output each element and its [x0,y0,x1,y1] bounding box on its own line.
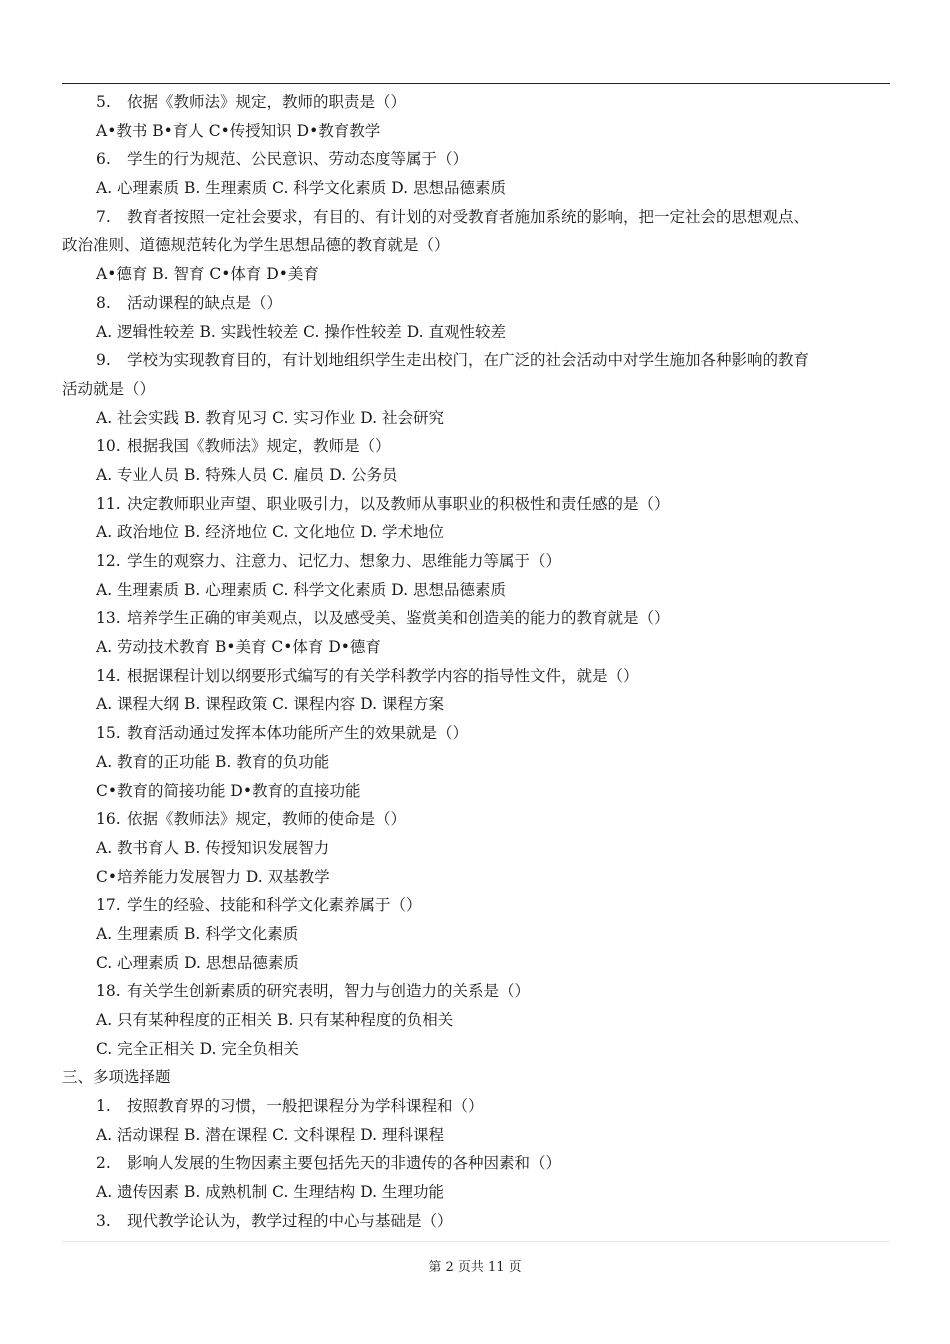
question-text: 学校为实现教育目的，有计划地组织学生走出校门，在广泛的社会活动中对学生施加各种影响的教育 [127,351,810,370]
question-text: 培养学生正确的审美观点，以及感受美、鉴赏美和创造美的能力的教育就是（） [127,609,670,628]
header-rule [62,83,890,84]
answer-options: C•培养能力发展智力 D. 双基教学 [96,867,330,886]
question-text: 决定教师职业声望、职业吸引力，以及教师从事职业的积极性和责任感的是（） [127,494,670,513]
question-line [62,1207,890,1236]
question-line [62,346,890,375]
answer-options: A. 社会实践 B. 教育见习 C. 实习作业 D. 社会研究 [96,408,444,427]
answer-options: A. 教书育人 B. 传授知识发展智力 [96,838,330,857]
question-line [62,719,890,748]
question-number: 3. [96,1211,111,1230]
question-line [62,88,890,117]
answer-options: A. 政治地位 B. 经济地位 C. 文化地位 D. 学术地位 [96,523,444,542]
question-number: 11. [96,494,121,513]
question-line [62,432,890,461]
question-text: 影响人发展的生物因素主要包括先天的非遗传的各种因素和（） [127,1154,562,1173]
question-line [62,662,890,691]
question-number: 9. [96,351,111,370]
question-number: 5. [96,93,111,111]
question-number: 15. [96,724,121,743]
answer-options: C. 心理素质 D. 思想品德素质 [96,953,299,972]
answer-options: A. 活动课程 B. 潜在课程 C. 文科课程 D. 理科课程 [96,1125,444,1144]
footer-rule [62,1241,890,1242]
answer-options: A. 教育的正功能 B. 教育的负功能 [96,752,330,771]
question-number: 1. [96,1097,111,1116]
question-text: 学生的经验、技能和科学文化素养属于（） [127,896,422,915]
question-text: 活动课程的缺点是（） [127,293,283,312]
question-number: 10. [96,437,121,456]
question-text: 依据《教师法》规定，教师的使命是（） [127,810,407,829]
question-line [62,203,890,232]
question-continuation: 政治准则、道德规范转化为学生思想品德的教育就是（） [62,236,450,255]
answer-options: A•教书 B•育人 C•传授知识 D•教育教学 [96,121,381,140]
question-line [62,289,890,318]
question-line [62,604,890,633]
question-text: 根据课程计划以纲要形式编写的有关学科教学内容的指导性文件，就是（） [127,666,639,685]
question-number: 7. [96,207,111,226]
answer-options: C•教育的简接功能 D•教育的直接功能 [96,781,361,800]
answer-options: A. 课程大纲 B. 课程政策 C. 课程内容 D. 课程方案 [96,695,444,714]
question-line [62,891,890,920]
answer-options: A. 遗传因素 B. 成熟机制 C. 生理结构 D. 生理功能 [96,1183,444,1202]
question-line [62,805,890,834]
question-text: 学生的观察力、注意力、记忆力、想象力、思维能力等属于（） [127,552,562,570]
answer-options: A. 心理素质 B. 生理素质 C. 科学文化素质 D. 思想品德素质 [96,179,506,198]
question-line [62,547,890,576]
question-text: 按照教育界的习惯，一般把课程分为学科课程和（） [127,1097,484,1116]
question-line [62,145,890,174]
question-number: 16. [96,810,121,829]
question-text: 教育者按照一定社会要求，有目的、有计划的对受教育者施加系统的影响，把一定社会的思想观点、 [127,207,810,226]
answer-options: A. 生理素质 B. 心理素质 C. 科学文化素质 D. 思想品德素质 [96,580,506,599]
answer-options: A. 逻辑性较差 B. 实践性较差 C. 操作性较差 D. 直观性较差 [96,322,506,341]
question-text: 教育活动通过发挥本体功能所产生的效果就是（） [127,724,469,743]
answer-options: A. 只有某种程度的正相关 B. 只有某种程度的负相关 [96,1011,454,1029]
question-line [62,1092,890,1121]
question-text: 根据我国《教师法》规定，教师是（） [127,437,391,456]
question-continuation: 活动就是（） [62,379,156,398]
question-number: 13. [96,609,121,628]
question-line [62,490,890,519]
page-footer: 第 2 页共 11 页 [428,1260,522,1275]
question-number: 2. [96,1154,111,1173]
question-number: 14. [96,666,121,685]
answer-options: A•德育 B. 智育 C•体育 D•美育 [96,265,319,284]
question-number: 12. [96,552,121,570]
question-line [62,977,890,1006]
question-number: 18. [96,982,121,1001]
question-text: 现代教学论认为，教学过程的中心与基础是（） [127,1211,453,1230]
answer-options: A. 生理素质 B. 科学文化素质 [96,924,299,943]
question-list [62,88,890,1236]
question-text: 学生的行为规范、公民意识、劳动态度等属于（） [127,150,469,169]
section-heading: 三、多项选择题 [62,1068,171,1087]
answer-options: A. 劳动技术教育 B•美育 C•体育 D•德育 [96,638,381,657]
question-text: 依据《教师法》规定，教师的职责是（） [127,93,407,111]
answer-options: C. 完全正相关 D. 完全负相关 [96,1039,299,1058]
question-number: 6. [96,150,111,169]
question-text: 有关学生创新素质的研究表明，智力与创造力的关系是（） [127,982,531,1001]
question-number: 17. [96,896,121,915]
question-line [62,1149,890,1178]
question-number: 8. [96,293,111,312]
answer-options: A. 专业人员 B. 特殊人员 C. 雇员 D. 公务员 [96,465,398,484]
